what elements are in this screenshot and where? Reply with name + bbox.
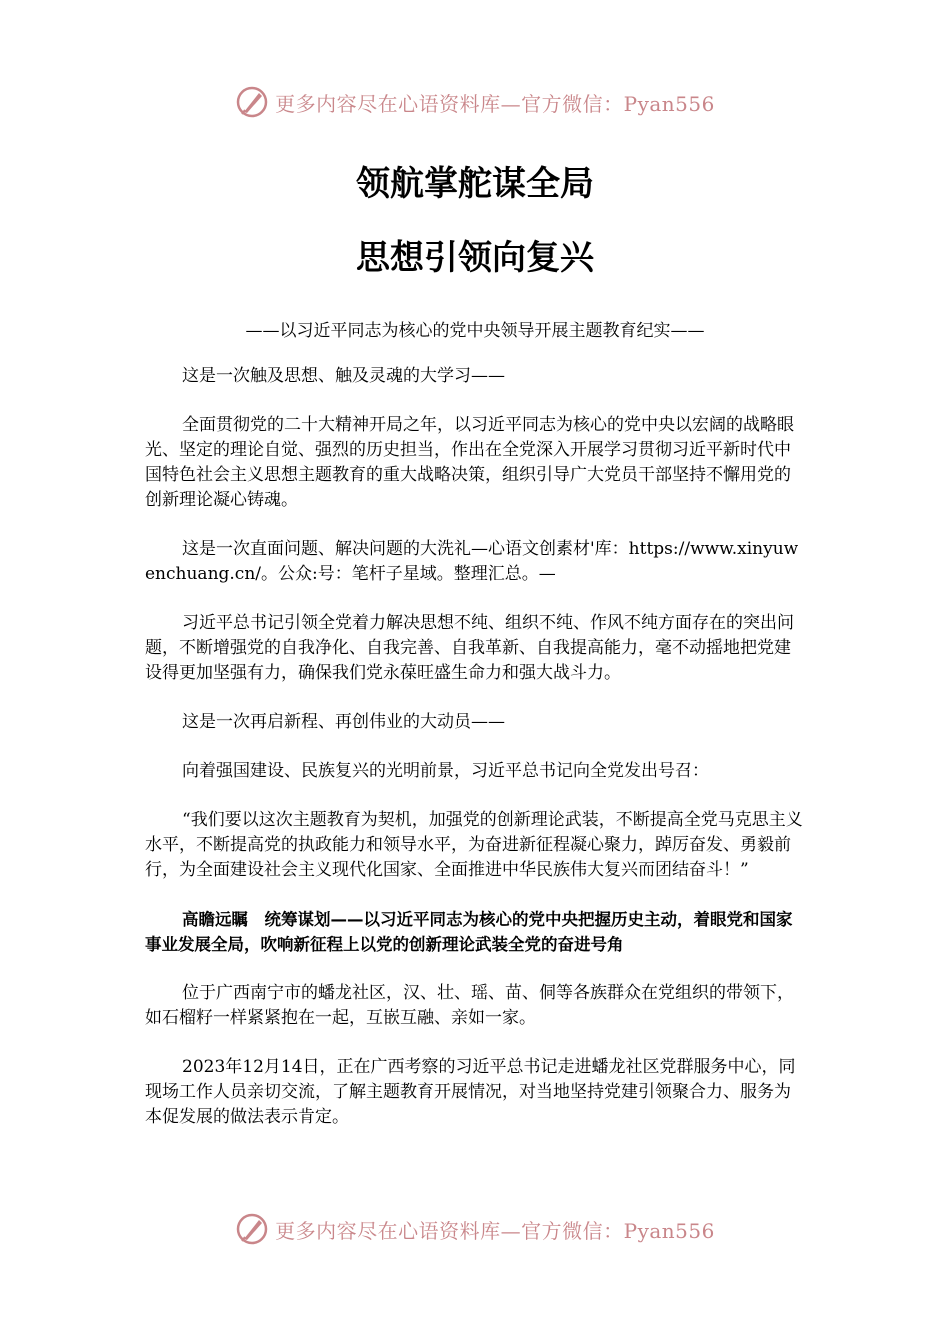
paragraph: 习近平总书记引领全党着力解决思想不纯、组织不纯、作风不纯方面存在的突出问题，不断增强党的自我净化、自我完善、自我革新、自我提高能力，毫不动摇地把党建设得更加坚强有力，确保我们党永葆旺盛生命力和强大战斗力。 [145,613,794,683]
paragraph: 向着强国建设、民族复兴的光明前景，习近平总书记向全党发出号召： [182,761,709,781]
page-title-line2: 思想引领向复兴 [356,238,594,278]
paragraph: “我们要以这次主题教育为契机，加强党的创新理论武装，不断提高全党马克思主义水平，不断提高党的执政能力和领导水平，为奋进新征程凝心聚力，踔厉奋发、勇毅前行，为全面建设社会主义现代化国家、全面推进中华民族伟大复兴而团结奋斗！” [145,810,803,880]
paragraph: 2023年12月14日，正在广西考察的习近平总书记走进蟠龙社区党群服务中心，同现场工作人员亲切交流，了解主题教育开展情况，对当地坚持党建引领聚合力、服务为本促发展的做法表示肯定。 [145,1057,796,1127]
quill-pen-logo-icon [235,1212,269,1246]
paragraph: 位于广西南宁市的蟠龙社区，汉、壮、瑶、苗、侗等各族群众在党组织的带领下，如石榴籽一样紧紧抱在一起，互嵌互融、亲如一家。 [145,983,794,1028]
page-subtitle: ——以习近平同志为核心的党中央领导开展主题教育纪实—— [245,321,705,341]
paragraph: 全面贯彻党的二十大精神开局之年，以习近平同志为核心的党中央以宏阔的战略眼光、坚定的理论自觉、强烈的历史担当，作出在全党深入开展学习贯彻习近平新时代中国特色社会主义思想主题教育的重大战略决策，组织引导广大党员干部坚持不懈用党的创新理论凝心铸魂。 [145,415,794,510]
article-body [145,364,805,1130]
header-watermark-banner [0,84,950,120]
page-title-line1: 领航掌舵谋全局 [356,164,594,204]
paragraph: 这是一次直面问题、解决问题的大洗礼—心语文创素材'库：https://www.xinyuwenchuang.cn/。公众:号：笔杆子星域。整理汇总。— [145,539,799,584]
section-heading: 高瞻远瞩 统筹谋划——以习近平同志为核心的党中央把握历史主动，着眼党和国家事业发展全局，吹响新征程上以党的创新理论武装全党的奋进号角 [145,910,793,954]
footer-watermark-banner [0,1211,950,1247]
header-watermark-text: 更多内容尽在心语资料库—官方微信：Pyan556 [275,91,715,116]
footer-watermark-text: 更多内容尽在心语资料库—官方微信：Pyan556 [275,1218,715,1243]
paragraph: 这是一次再启新程、再创伟业的大动员—— [182,712,505,732]
quill-pen-logo-icon [235,85,269,119]
paragraph: 这是一次触及思想、触及灵魂的大学习—— [182,366,505,386]
